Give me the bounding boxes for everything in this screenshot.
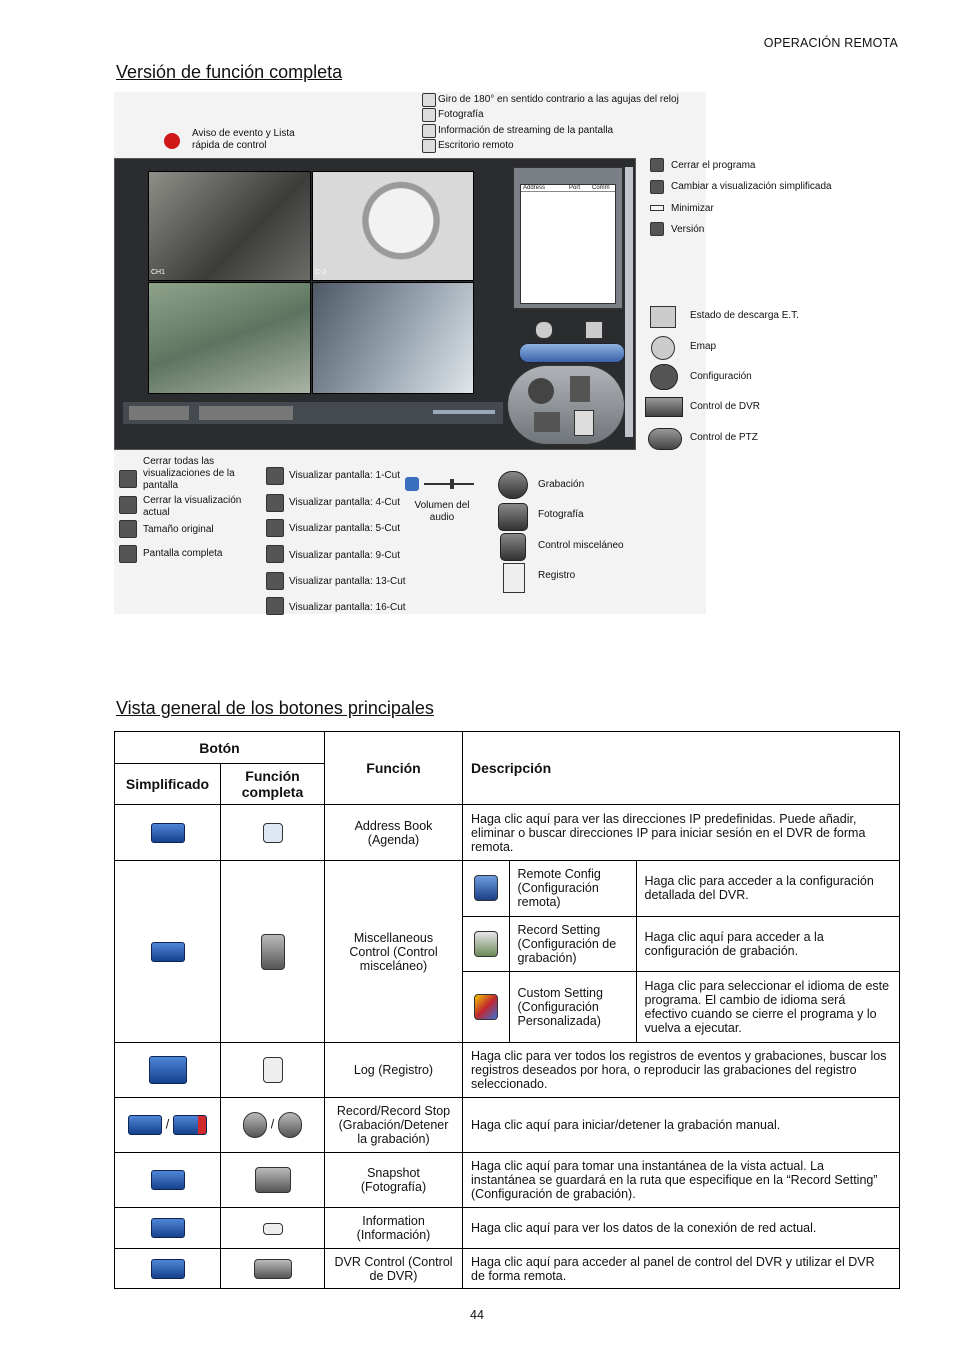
label-config: Configuración	[690, 371, 752, 382]
control-wheel	[507, 365, 625, 445]
download-icon[interactable]	[585, 321, 603, 339]
desc-info: Haga clic aquí para ver los datos de la conexión de red actual.	[463, 1208, 900, 1249]
table-row	[115, 1153, 900, 1208]
label-record: Grabación	[538, 479, 585, 490]
list-header	[521, 185, 615, 192]
desc-log: Haga clic para ver todos los registros de eventos y grabaciones, buscar los registros deseados por hora, o reproducir las grabaciones del registro seleccionado.	[463, 1043, 900, 1098]
close-view-icon	[119, 496, 137, 514]
misc-control-big-icon	[500, 533, 526, 561]
sub-remote-config-desc: Haga clic para acceder a la configuración detallada del DVR.	[636, 861, 899, 916]
label-close-program: Cerrar el programa	[671, 160, 756, 171]
table-row	[115, 1098, 900, 1153]
rotate-icon	[422, 93, 436, 107]
label-emap: Emap	[690, 341, 717, 352]
record-stop-simple-icon	[173, 1115, 207, 1135]
close-all-icon	[119, 470, 137, 488]
record-icon[interactable]	[528, 378, 554, 404]
buttons-table	[114, 731, 900, 1289]
label-cut5: Visualizar pantalla: 5-Cut	[289, 523, 400, 534]
record-film-icon	[498, 471, 528, 499]
split-13-icon	[266, 572, 284, 590]
photo-small-icon	[422, 108, 436, 122]
ptz-icon	[648, 428, 682, 450]
label-ptz-control: Control de PTZ	[690, 432, 758, 443]
func-info: Information (Información)	[325, 1208, 463, 1249]
camera-icon	[498, 503, 528, 531]
table-row	[115, 1043, 900, 1098]
sub-record-setting: Record Setting (Configuración de grabación)	[509, 916, 636, 971]
th-function: Función	[325, 732, 463, 805]
split-9-icon	[266, 545, 284, 563]
running-header: OPERACIÓN REMOTA	[763, 36, 898, 50]
split-5-icon	[266, 519, 284, 537]
minimize-icon	[650, 205, 664, 211]
address-list-panel	[513, 167, 623, 309]
label-cut16: Visualizar pantalla: 16-Cut	[289, 602, 406, 613]
original-size-icon	[119, 520, 137, 538]
event-alert-icon	[164, 133, 180, 149]
label-close-view: Cerrar la visualización actual	[143, 495, 242, 518]
streaming-info-icon	[422, 124, 436, 138]
record-setting-icon	[474, 931, 498, 957]
th-description: Descripción	[463, 732, 900, 805]
label-close-all: Cerrar todas las visualizaciones de la pantalla	[143, 456, 235, 491]
desc-snapshot: Haga clic aquí para tomar una instantánea de la vista actual. La instantánea se guardará en la ruta que especifique en la “Record Setting” (Configuración de grabación).	[463, 1153, 900, 1208]
col-address: Address	[523, 185, 546, 191]
separator: /	[165, 1117, 170, 1132]
address-book-full-icon	[263, 823, 283, 843]
misc-full-icon	[261, 934, 285, 970]
camera-view-1[interactable]	[148, 171, 311, 281]
section-title-main-buttons: Vista general de los botones principales	[116, 698, 434, 718]
record-stop-full-icon	[278, 1112, 302, 1138]
volume-thumb	[450, 479, 454, 489]
split-4-icon	[266, 494, 284, 512]
label-log: Registro	[538, 570, 576, 581]
split-buttons-group[interactable]	[199, 406, 293, 420]
log-full-icon	[263, 1057, 283, 1083]
func-snapshot: Snapshot (Fotografía)	[325, 1153, 463, 1208]
sub-row	[463, 971, 899, 1042]
th-simplified: Simplificado	[115, 764, 221, 805]
sub-remote-config: Remote Config (Configuración remota)	[509, 861, 636, 916]
download-status-icon	[650, 306, 676, 328]
volume-slider[interactable]	[433, 410, 495, 414]
view-buttons-group[interactable]	[129, 406, 189, 420]
col-comm: Comm	[592, 185, 610, 191]
label-original-size: Tamaño original	[143, 524, 214, 535]
close-icon	[650, 158, 664, 172]
address-book-simple-icon	[151, 823, 185, 843]
label-cut4: Visualizar pantalla: 4-Cut	[289, 497, 400, 508]
label-cut13: Visualizar pantalla: 13-Cut	[289, 576, 406, 587]
func-address: Address Book (Agenda)	[325, 805, 463, 861]
func-log: Log (Registro)	[325, 1043, 463, 1098]
func-dvr: DVR Control (Control de DVR)	[325, 1249, 463, 1289]
bottom-toolbar	[123, 402, 503, 424]
sub-custom-setting: Custom Setting (Configuración Personalizada)	[509, 971, 636, 1042]
sub-row	[463, 861, 899, 916]
camera-view-3[interactable]	[148, 282, 311, 394]
app-window	[114, 158, 636, 450]
th-full-function: Función completa	[221, 764, 325, 805]
func-misc: Miscellaneous Control (Control misceláneo)	[325, 861, 463, 1043]
misc-control-icon[interactable]	[570, 376, 590, 402]
label-snapshot: Fotografía	[538, 509, 584, 520]
snapshot-simple-icon	[151, 1170, 185, 1190]
function-selector-bar[interactable]	[519, 343, 625, 363]
func-record: Record/Record Stop (Grabación/Detener la grabación)	[325, 1098, 463, 1153]
desc-record: Haga clic aquí para iniciar/detener la grabación manual.	[463, 1098, 900, 1153]
label-switch-simple: Cambiar a visualización simplificada	[671, 181, 832, 192]
label-full-screen: Pantalla completa	[143, 548, 223, 559]
full-screen-icon	[119, 545, 137, 563]
volume-track	[424, 483, 474, 485]
remote-desktop-icon	[422, 139, 436, 153]
label-event-notice: Aviso de evento y Lista rápida de control	[192, 128, 295, 151]
table-row	[115, 1208, 900, 1249]
custom-setting-icon	[474, 994, 498, 1020]
table-row	[115, 1249, 900, 1289]
channel-label: CH1	[151, 269, 166, 276]
speaker-icon	[405, 477, 419, 491]
record-simple-icon	[128, 1115, 162, 1135]
dvr-icon	[645, 397, 683, 417]
misc-simple-icon	[151, 942, 185, 962]
label-minimize: Minimizar	[671, 203, 714, 214]
label-download-status: Estado de descarga E.T.	[690, 310, 799, 321]
table-row	[115, 805, 900, 861]
label-photo: Fotografía	[438, 109, 484, 120]
address-list[interactable]	[520, 184, 616, 304]
separator: /	[270, 1117, 275, 1132]
info-full-icon	[263, 1223, 283, 1235]
log-simple-icon	[149, 1056, 187, 1084]
gear-icon	[650, 364, 678, 390]
camera-view-2[interactable]	[312, 171, 474, 281]
table-row	[115, 861, 900, 1043]
section-title-full-function: Versión de función completa	[116, 62, 343, 82]
page-number: 44	[470, 1308, 484, 1322]
snapshot-full-icon	[255, 1167, 291, 1193]
label-streaming-info: Información de streaming de la pantalla	[438, 125, 614, 136]
label-remote-desktop: Escritorio remoto	[438, 140, 514, 151]
sub-custom-setting-desc: Haga clic para seleccionar el idioma de este programa. El cambio de idioma será efectivo cuando se cierre el programa y lo vuelva a ejecutar.	[636, 971, 899, 1042]
dvr-control-simple-icon	[151, 1259, 185, 1279]
label-dvr-control: Control de DVR	[690, 401, 761, 412]
info-round-icon[interactable]	[535, 321, 553, 339]
emap-icon	[651, 336, 675, 360]
sub-record-setting-desc: Haga clic aquí para acceder a la configuración de grabación.	[636, 916, 899, 971]
label-misc: Control misceláneo	[538, 540, 624, 551]
desc-dvr: Haga clic aquí para acceder al panel de control del DVR y utilizar el DVR de forma remota.	[463, 1249, 900, 1289]
split-1-icon	[266, 467, 284, 485]
col-port: Port	[569, 185, 581, 191]
log-icon[interactable]	[574, 410, 594, 436]
camera-view-4[interactable]	[312, 282, 474, 394]
label-cut1: Visualizar pantalla: 1-Cut	[289, 470, 400, 481]
split-16-icon	[266, 597, 284, 615]
dvr-control-full-icon	[254, 1259, 292, 1279]
question-icon	[650, 222, 664, 236]
info-simple-icon	[151, 1218, 185, 1238]
label-version: Versión	[671, 224, 705, 235]
switch-view-icon	[650, 180, 664, 194]
log-document-icon	[503, 563, 525, 593]
th-button: Botón	[115, 732, 325, 764]
record-full-icon	[243, 1112, 267, 1138]
channel-label: C-2	[315, 269, 327, 276]
snapshot-icon[interactable]	[534, 412, 560, 432]
label-cut9: Visualizar pantalla: 9-Cut	[289, 550, 400, 561]
remote-config-icon	[474, 875, 498, 901]
desc-address: Haga clic aquí para ver las direcciones IP predefinidas. Puede añadir, eliminar o buscar direcciones IP para iniciar sesión en el DVR de forma remota.	[463, 805, 900, 861]
label-rotate: Giro de 180° en sentido contrario a las agujas del reloj	[438, 94, 679, 105]
label-audio-volume: Volumen del audio	[414, 500, 470, 523]
sub-row	[463, 916, 899, 971]
scrollbar[interactable]	[625, 167, 633, 437]
